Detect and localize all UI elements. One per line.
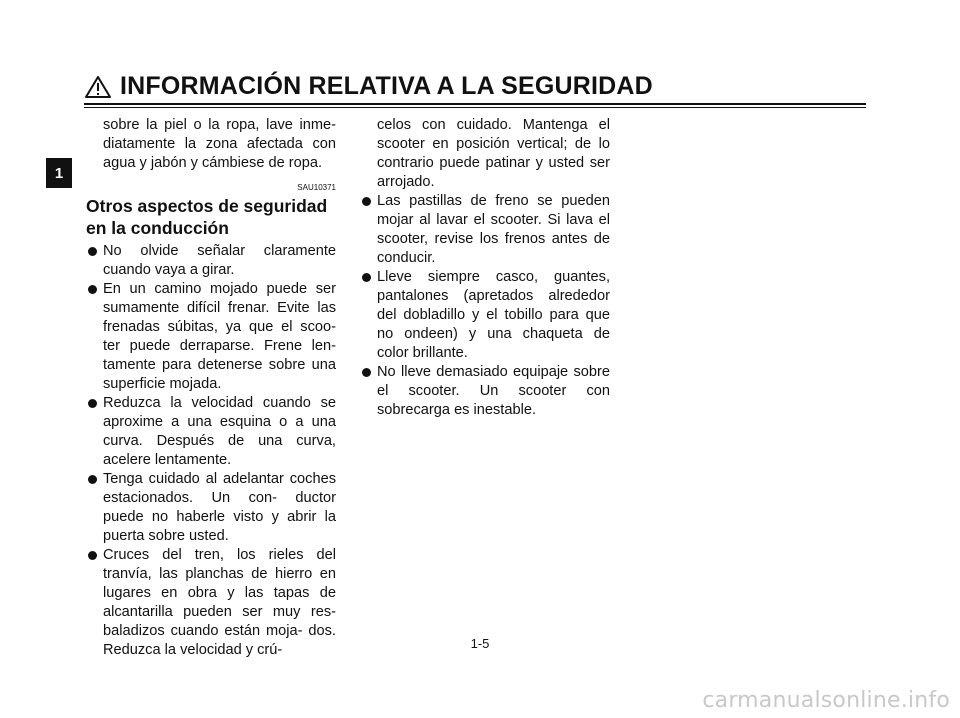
list-item: Las pastillas de freno se pueden mojar al lavar el scooter. Si lava el scooter, revise los frenos antes de conducir. xyxy=(360,192,610,268)
bullet-list xyxy=(86,242,336,660)
header-rule-thin xyxy=(84,107,866,108)
left-column xyxy=(86,116,336,660)
bullet-icon xyxy=(362,273,371,282)
section-heading: Otros aspectos de seguridad en la conducción xyxy=(86,196,328,238)
bullet-icon xyxy=(88,399,97,408)
chapter-tab: 1 xyxy=(46,158,72,188)
bullet-icon xyxy=(362,197,371,206)
page-title: INFORMACIÓN RELATIVA A LA SEGURIDAD xyxy=(120,72,653,100)
intro-paragraph: sobre la piel o la ropa, lave inme- diatamente la zona afectada con agua y jabón y cámbiese de ropa. xyxy=(103,117,336,171)
list-item: Tenga cuidado al adelantar coches estacionados. Un con- ductor puede no haberle visto y abrir la puerta sobre usted. xyxy=(86,470,336,546)
list-item: Lleve siempre casco, guantes, pantalones (apretados alrededor del dobladillo y el tobillo para que no ondeen) y una chaqueta de color brillante. xyxy=(360,268,610,363)
section-header xyxy=(84,72,653,101)
list-item: No lleve demasiado equipaje sobre el scooter. Un scooter con sobrecarga es inestable. xyxy=(360,363,610,420)
bullet-icon xyxy=(88,247,97,256)
bullet-list xyxy=(360,192,610,420)
continued-paragraph: celos con cuidado. Mantenga el scooter en posición vertical; de lo contrario puede patinar y usted ser arrojado. xyxy=(377,117,610,190)
list-item: No olvide señalar claramente cuando vaya a girar. xyxy=(86,242,336,280)
bullet-icon xyxy=(362,368,371,377)
bullet-icon xyxy=(88,285,97,294)
watermark: carmanualsonline.info xyxy=(702,688,950,713)
bullet-icon xyxy=(88,551,97,560)
list-item: En un camino mojado puede ser sumamente difícil frenar. Evite las frenadas súbitas, ya que el scoo- ter puede derraparse. Frene len- tamente para detenerse sobre una superficie mojada. xyxy=(86,280,336,394)
page-number: 1-5 xyxy=(470,636,490,651)
bullet-icon xyxy=(88,475,97,484)
reference-code: SAU10371 xyxy=(297,183,336,192)
right-column xyxy=(360,116,610,420)
list-item: Cruces del tren, los rieles del tranvía, las planchas de hierro en lugares en obra y las tapas de alcantarilla pueden ser muy res- baladizos cuando están moja- dos. Reduzca la velocidad y crú- xyxy=(86,546,336,660)
warning-triangle-icon xyxy=(84,75,112,99)
header-rule xyxy=(84,103,866,105)
list-item: Reduzca la velocidad cuando se aproxime a una esquina o a una curva. Después de una curva, acelere lentamente. xyxy=(86,394,336,470)
